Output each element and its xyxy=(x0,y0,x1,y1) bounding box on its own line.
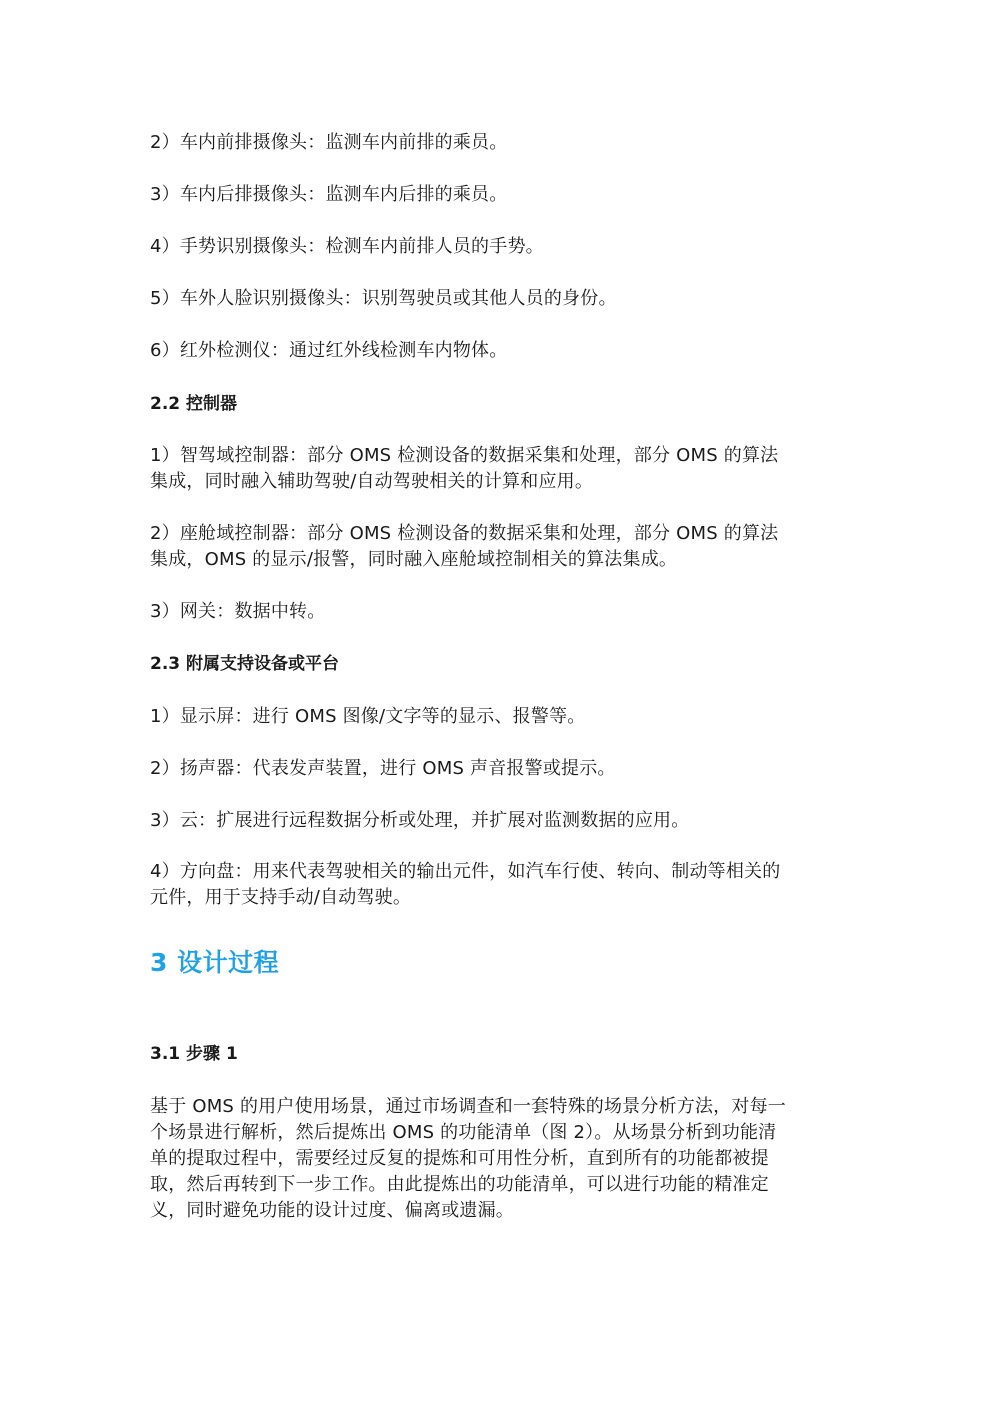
list-item: 5）车外人脸识别摄像头：识别驾驶员或其他人员的身份。 xyxy=(150,288,617,309)
body-paragraph xyxy=(150,1094,850,1224)
list-item xyxy=(150,521,850,573)
list-item: 2）扬声器：代表发声装置，进行 OMS 声音报警或提示。 xyxy=(150,758,616,779)
section-heading-design-process: 3 设计过程 xyxy=(150,948,280,977)
list-item-line: 1）智驾域控制器：部分 OMS 检测设备的数据采集和处理，部分 OMS 的算法 xyxy=(150,445,779,466)
list-item: 6）红外检测仪：通过红外线检测车内物体。 xyxy=(150,340,508,361)
paragraph-line: 单的提取过程中，需要经过反复的提炼和可用性分析，直到所有的功能都被提 xyxy=(150,1148,769,1169)
list-item-line: 4）方向盘：用来代表驾驶相关的输出元件，如汽车行使、转向、制动等相关的 xyxy=(150,861,781,882)
list-item-line: 集成，同时融入辅助驾驶/自动驾驶相关的计算和应用。 xyxy=(150,471,594,492)
paragraph-line: 基于 OMS 的用户使用场景，通过市场调查和一套特殊的场景分析方法，对每一 xyxy=(150,1096,786,1117)
list-item: 1）显示屏：进行 OMS 图像/文字等的显示、报警等。 xyxy=(150,706,586,727)
list-item: 3）网关：数据中转。 xyxy=(150,601,326,622)
list-item-line: 元件，用于支持手动/自动驾驶。 xyxy=(150,887,412,908)
list-item: 4）手势识别摄像头：检测车内前排人员的手势。 xyxy=(150,236,544,257)
subsection-heading-support-devices: 2.3 附属支持设备或平台 xyxy=(150,654,340,674)
subsection-heading-controllers: 2.2 控制器 xyxy=(150,394,238,414)
list-item: 3）车内后排摄像头：监测车内后排的乘员。 xyxy=(150,184,508,205)
paragraph-line: 义，同时避免功能的设计过度、偏离或遗漏。 xyxy=(150,1200,514,1221)
list-item xyxy=(150,859,850,911)
subsection-heading-step-1: 3.1 步骤 1 xyxy=(150,1044,238,1064)
list-item xyxy=(150,443,850,495)
list-item-line: 集成，OMS 的显示/报警，同时融入座舱域控制相关的算法集成。 xyxy=(150,549,678,570)
paragraph-line: 个场景进行解析，然后提炼出 OMS 的功能清单（图 2）。从场景分析到功能清 xyxy=(150,1122,777,1143)
list-item: 2）车内前排摄像头：监测车内前排的乘员。 xyxy=(150,132,508,153)
list-item: 3）云：扩展进行远程数据分析或处理，并扩展对监测数据的应用。 xyxy=(150,810,690,831)
paragraph-line: 取，然后再转到下一步工作。由此提炼出的功能清单，可以进行功能的精准定 xyxy=(150,1174,769,1195)
list-item-line: 2）座舱域控制器：部分 OMS 检测设备的数据采集和处理，部分 OMS 的算法 xyxy=(150,523,779,544)
